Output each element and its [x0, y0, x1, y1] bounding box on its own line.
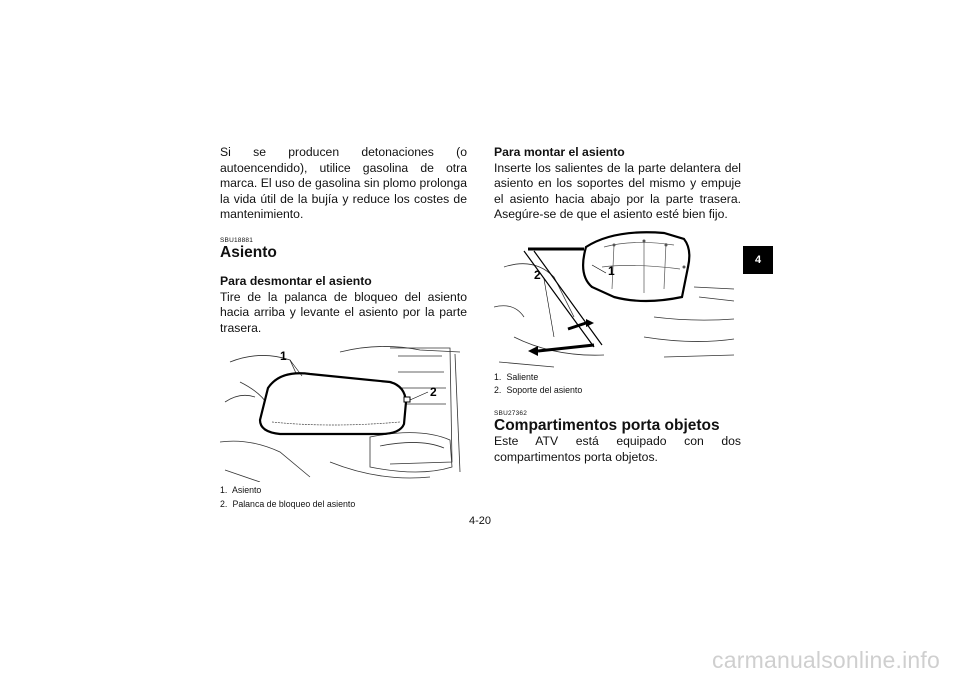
- caption-item: 2. Palanca de bloqueo del asiento: [220, 498, 356, 509]
- intro-paragraph: Si se producen detonaciones (o autoencendido), utilice gasolina de otra marca. El uso de gasolina sin plomo prolonga la vida útil de la bujía y reduce los costes de mantenimiento.: [220, 145, 467, 222]
- caption-item: 1. Saliente: [494, 371, 539, 382]
- caption-item: 1. Asiento: [220, 485, 262, 496]
- right-column: [494, 145, 741, 465]
- chapter-tab: 4: [743, 246, 773, 274]
- left-column: [220, 145, 467, 511]
- page-number: 4-20: [468, 515, 492, 527]
- section-title: Compartimentos porta objetos: [494, 416, 720, 434]
- figure-captions: [220, 484, 467, 511]
- callout-1: 1: [280, 349, 287, 364]
- watermark: carmanualsonline.info: [712, 647, 940, 673]
- remove-seat-paragraph: Tire de la palanca de bloqueo del asiento hacia arriba y levante el asiento por la parte trasera.: [220, 289, 467, 335]
- seat-removal-illustration: [220, 342, 467, 482]
- caption-item: 2. Soporte del asiento: [494, 385, 583, 396]
- callout-1: 1: [608, 263, 615, 278]
- callout-2: 2: [534, 267, 541, 282]
- subsection-title: Para montar el asiento: [494, 145, 625, 159]
- install-seat-paragraph: Inserte los salientes de la parte delantera del asiento en los soportes del mismo y empuje el asiento hacia abajo por la parte trasera. Asegúre-se de que el asiento esté bien fijo.: [494, 160, 741, 222]
- subsection-title: Para desmontar el asiento: [220, 273, 372, 288]
- section-code: SBU27362: [494, 409, 528, 417]
- figure-captions: [494, 371, 741, 398]
- storage-paragraph: Este ATV está equipado con dos compartimentos porta objetos.: [494, 433, 741, 464]
- section-code: SBU18881: [220, 236, 254, 244]
- seat-installation-illustration: [494, 227, 741, 369]
- callout-2: 2: [430, 385, 437, 400]
- section-title: Asiento: [220, 243, 277, 261]
